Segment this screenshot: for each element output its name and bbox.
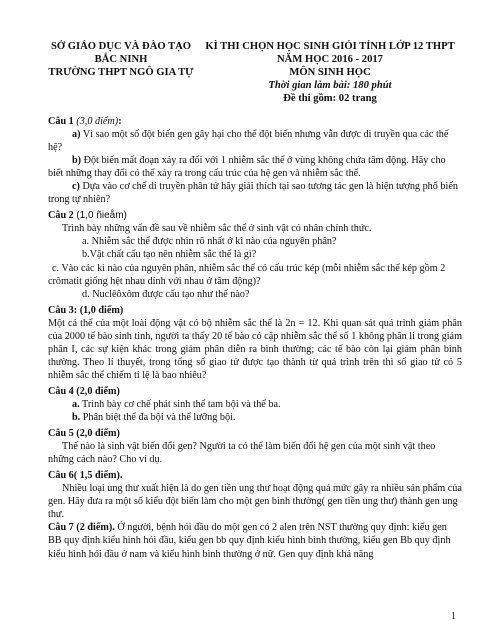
question-4a: a. Trình bày cơ chế phát sinh thể tam bội và thể ba. [72, 398, 281, 410]
question-6-title: Câu 6( 1,5 điểm). [48, 470, 123, 482]
question-1a: a) Vì sao một số đột biến gen gây hại cho thể đột biến nhưng vẫn được di truyền qua các thế hệ? [48, 129, 449, 154]
department-name: SỞ GIÁO DỤC VÀ ĐÀO TẠO [51, 41, 191, 52]
question-7-text: Ở người, bệnh hói đầu do một gen có 2 alen trên NST thường quy định: kiểu gen BB quy định kiểu hình hói đầu, kiểu gen bb quy định kiểu hình bình thường, kiểu gen Bb quy định kiểu hình hói đầu ở nam và kiểu hình bình thường ở nữ. Gen quy định khả năng [48, 522, 451, 560]
question-4-title: Câu 4 (2,0 điểm) [48, 385, 120, 397]
page-count: Đề thi gồm: 02 trang [283, 93, 377, 104]
school-year: NĂM HỌC 2016 - 2017 [277, 54, 383, 65]
question-2-title: Câu 2 (1,0 ñieåm) [48, 210, 127, 222]
question-3-text: Một cá thể của một loài động vật có bộ nhiễm sắc thể là 2n = 12. Khi quan sát quá trình giảm phân của 2000 tế bào sinh tinh, người ta thấy 20 tế bào có cặp nhiễm sắc thể số 1 không phân li trong giảm phân I, các sự kiện khác trong giảm phân diễn ra bình thường; các tế bào còn lại giảm phân bình thường. Theo lí thuyết, trong tổng số giao tử được tạo thành từ quá trình trên thì số giao tử có 5 nhiễm sắc thể chiếm tỉ lệ là bao nhiêu? [48, 317, 462, 381]
page-number: 1 [451, 611, 456, 622]
question-1b: b) Đột biến mất đoạn xảy ra đối với 1 nhiễm sắc thể ở vùng không chứa tâm động. Hãy cho biết những thay đổi có thể xảy ra trong cấu trúc của hệ gen và nhiễm sắc thể. [48, 155, 446, 180]
question-2b: b.Vật chất cấu tạo nên nhiễm sắc thể là gì? [82, 249, 257, 261]
question-1c: c) Dựa vào cơ chế di truyền phân tử hãy giải thích tại sao tương tác gen là hiện tượng phổ biến trong tự nhiên? [48, 181, 458, 206]
question-3-title: Câu 3: (1,0 điểm) [48, 304, 124, 316]
header-left [42, 40, 200, 79]
question-1-title: Câu 1 (3,0 điểm): [48, 116, 122, 127]
question-7 [48, 521, 462, 560]
question-2a: a. Nhiễm sắc thể được nhìn rõ nhất ở kì nào của nguyên phân? [82, 236, 337, 248]
question-5-text: Thế nào là sinh vật biến đổi gen? Người ta có thể làm biến đổi hệ gen của một sinh vật theo những cách nào? Cho ví dụ. [48, 441, 436, 466]
header-right [205, 40, 455, 105]
province-name: BẮC NINH [94, 54, 148, 65]
question-6-text: Nhiều loại ung thư xuất hiện là do gen tiền ung thư hoạt động quá mức gây ra nhiều sản phẩm của gen. Hãy đưa ra một số kiểu đột biến làm cho một gen bình thường( gen tiền ung thư) thành gen ung thư. [48, 483, 462, 521]
exam-title: KÌ THI CHỌN HỌC SINH GIỎI TỈNH LỚP 12 THPT [205, 41, 455, 52]
question-5-title: Câu 5 (2,0 điểm) [48, 428, 120, 440]
question-2c: c. Vào các kì nào của nguyên phân, nhiễm sắc thể có cấu trúc kép (mỗi nhiễm sắc thể kép gồm 2 crômatit giống hệt nhau dính với nhau ở tâm động)? [48, 262, 446, 287]
question-2d: d. Nuclêôxôm được cấu tạo như thế nào? [82, 288, 250, 300]
question-4b: b. Phân biệt thể đa bội và thể lưỡng bội. [72, 412, 236, 424]
school-name: TRƯỜNG THPT NGÔ GIA TỰ [48, 67, 194, 78]
exam-body [48, 112, 462, 561]
subject: MÔN SINH HỌC [289, 67, 371, 78]
question-7-title: Câu 7 (2 điểm). [48, 522, 115, 534]
exam-duration: Thời gian làm bài: 180 phút [268, 80, 392, 91]
question-2-intro: Trình bày những vấn đề sau về nhiễm sắc thể ở sinh vật có nhân chính thức. [62, 223, 372, 235]
